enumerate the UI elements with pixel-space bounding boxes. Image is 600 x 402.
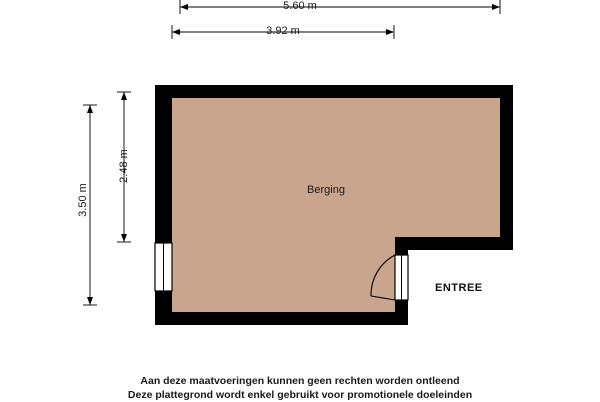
dimension-label-top-outer: 5.60 m	[283, 0, 317, 12]
dimension-label-top-inner: 3.92 m	[266, 25, 300, 37]
room-label-berging: Berging	[307, 184, 345, 196]
room-floor-berging	[172, 98, 500, 312]
disclaimer-line-1: Aan deze maatvoeringen kunnen geen rechten worden ontleend	[140, 375, 460, 387]
disclaimer-text	[128, 374, 472, 402]
disclaimer-line-2: Deze plattegrond wordt enkel gebruikt voor promotionele doeleinden	[127, 389, 473, 401]
entrance-label: ENTREE	[435, 282, 483, 294]
dimension-label-left-inner: 2.48 m	[118, 149, 130, 183]
dimension-label-left-outer: 3.50 m	[77, 183, 89, 217]
dimension-top-outer	[180, 0, 500, 14]
